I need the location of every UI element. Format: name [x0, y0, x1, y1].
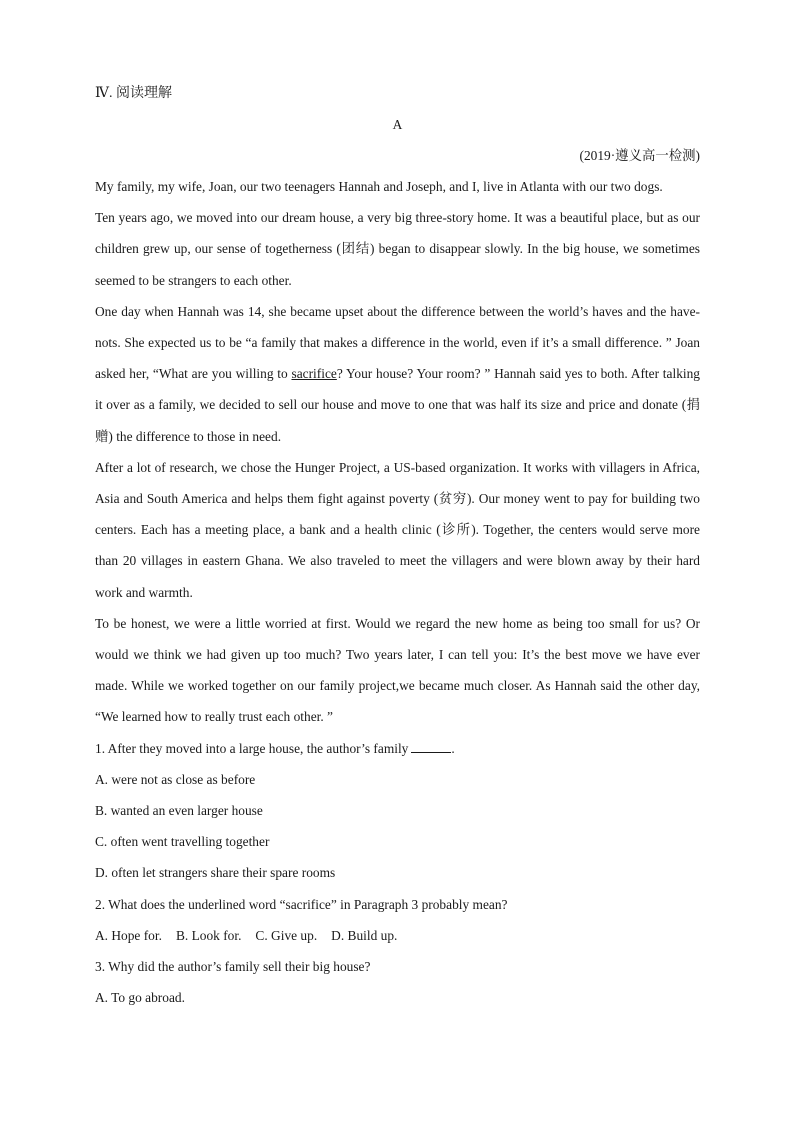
answer-option: B. wanted an even larger house — [95, 803, 263, 819]
inline-options — [95, 920, 700, 951]
answer-option: C. Give up. — [255, 927, 318, 943]
question-stem: 3. Why did the author’s family sell their big house? — [95, 959, 371, 975]
question-stem: 1. After they moved into a large house, the author’s family . — [95, 733, 700, 764]
answer-option: C. often went travelling together — [95, 834, 270, 850]
paragraph-text: One day when Hannah was 14, she became upset about the difference between the world’s haves and the have-nots. She expected us to be “a family that makes a difference in the world, even if it’s a small difference. ” Joan asked her, “What are you willing to — [95, 303, 700, 382]
section-title: Ⅳ. 阅读理解 — [95, 86, 172, 101]
answer-option: A. Hope for. — [95, 927, 162, 943]
paragraph: To be honest, we were a little worried at first. Would we regard the new home as being too small for us? Or would we think we had given up too much? Two years later, I can tell you: It’s the best move we have ever made. While we worked together on our family project,we became much closer. As Hannah said the other day, “We learned how to really trust each other. ” — [95, 615, 700, 725]
passage-label: A — [392, 117, 403, 132]
paragraph — [95, 296, 700, 452]
answer-option: A. To go abroad. — [95, 990, 185, 1006]
source-note: (2019·遵义高一检测) — [579, 148, 700, 163]
answer-blank — [411, 738, 451, 753]
paragraph: After a lot of research, we chose the Hunger Project, a US-based organization. It works with villagers in Africa, Asia and South America and helps them fight against poverty (贫穷). Our money went to pay for building two centers. Each has a meeting place, a bank and a health clinic (诊所). Together, the centers would serve more than 20 villages in eastern Ghana. We also traveled to meet the villagers and were blown away by their hard work and warmth. — [95, 459, 700, 600]
underlined-word: sacrifice — [291, 366, 337, 382]
answer-option: B. Look for. — [175, 927, 242, 943]
paragraph-text: ? Your house? Your room? ” Hannah said yes to both. After talking it over as a family, we decided to sell our house and move to one that was half its size and price and donate (捐赠) the difference to those in need. — [95, 366, 700, 444]
paragraph: My family, my wife, Joan, our two teenagers Hannah and Joseph, and I, live in Atlanta with our two dogs. — [95, 179, 663, 194]
paragraph: Ten years ago, we moved into our dream house, a very big three-story home. It was a beautiful place, but as our children grew up, our sense of togetherness (团结) began to disappear slowly. In the big house, we sometimes seemed to be strangers to each other. — [95, 210, 700, 288]
question-stem: 2. What does the underlined word “sacrifice” in Paragraph 3 probably mean? — [95, 896, 508, 912]
answer-option: D. often let strangers share their spare rooms — [95, 865, 336, 881]
document-page — [95, 78, 700, 1013]
answer-option: A. were not as close as before — [95, 771, 256, 787]
answer-option: D. Build up. — [331, 927, 398, 943]
